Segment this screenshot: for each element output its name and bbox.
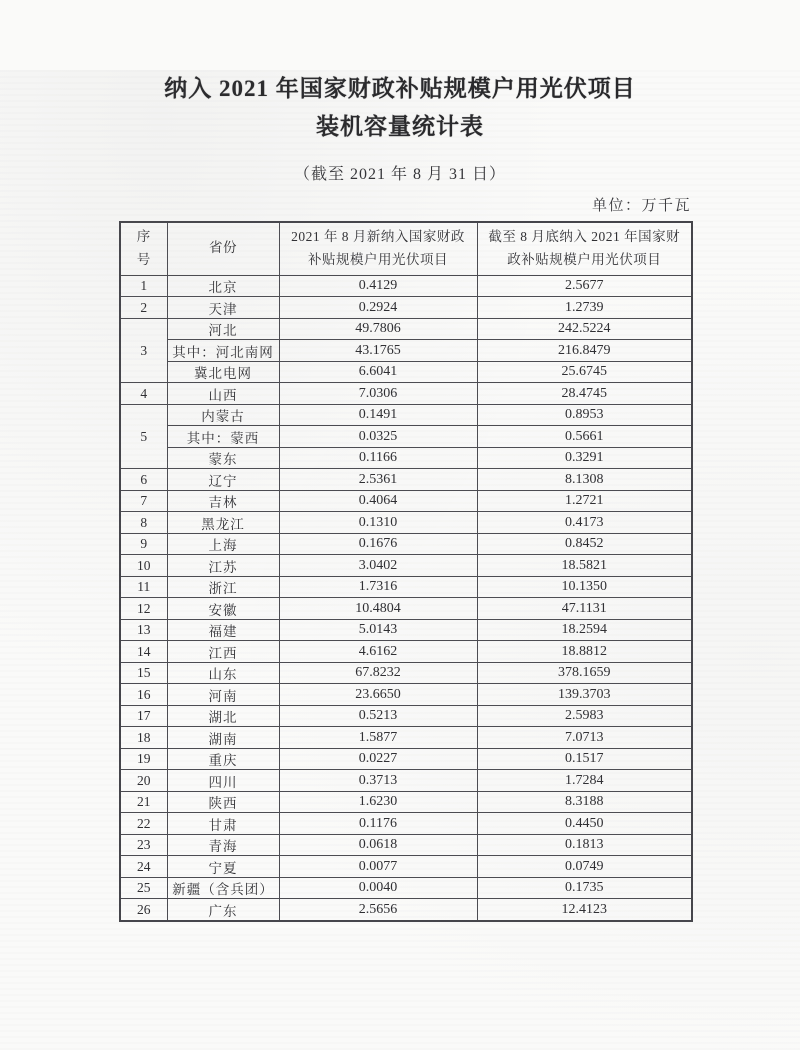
cumulative-value-cell: 0.5661: [477, 426, 692, 448]
table-row: [120, 490, 692, 512]
cumulative-value-cell: 25.6745: [477, 361, 692, 383]
table-row: [120, 555, 692, 577]
cumulative-value-cell: 216.8479: [477, 340, 692, 362]
row-number-cell: 26: [120, 899, 167, 921]
new-aug-value-cell: 1.6230: [279, 791, 477, 813]
province-cell: 冀北电网: [167, 361, 279, 383]
row-number-cell: 10: [120, 555, 167, 577]
province-cell: 江苏: [167, 555, 279, 577]
cumulative-value-cell: 7.0713: [477, 727, 692, 749]
header-cumulative: 截至 8 月底纳入 2021 年国家财政补贴规模户用光伏项目: [477, 222, 692, 275]
table-row: [120, 877, 692, 899]
new-aug-value-cell: 0.5213: [279, 705, 477, 727]
cumulative-value-cell: 18.8812: [477, 641, 692, 663]
table-row: [120, 447, 692, 469]
new-aug-value-cell: 0.0077: [279, 856, 477, 878]
row-number-cell: 24: [120, 856, 167, 878]
new-aug-value-cell: 5.0143: [279, 619, 477, 641]
cumulative-value-cell: 2.5677: [477, 275, 692, 297]
cumulative-value-cell: 0.0749: [477, 856, 692, 878]
header-province: 省份: [167, 222, 279, 275]
cumulative-value-cell: 0.4450: [477, 813, 692, 835]
province-cell: 宁夏: [167, 856, 279, 878]
province-cell: 广东: [167, 899, 279, 921]
province-cell: 内蒙古: [167, 404, 279, 426]
row-number-cell: 16: [120, 684, 167, 706]
row-number-cell: 22: [120, 813, 167, 835]
table-row: [120, 512, 692, 534]
row-number-cell: 7: [120, 490, 167, 512]
cumulative-value-cell: 0.1735: [477, 877, 692, 899]
province-cell: 安徽: [167, 598, 279, 620]
table-row: [120, 856, 692, 878]
new-aug-value-cell: 1.5877: [279, 727, 477, 749]
table-row: [120, 533, 692, 555]
table-row: [120, 340, 692, 362]
new-aug-value-cell: 0.1491: [279, 404, 477, 426]
new-aug-value-cell: 0.1310: [279, 512, 477, 534]
new-aug-value-cell: 0.0040: [279, 877, 477, 899]
new-aug-value-cell: 0.4064: [279, 490, 477, 512]
document-title-line1: 纳入 2021 年国家财政补贴规模户用光伏项目: [164, 76, 636, 101]
row-number-cell: 1: [120, 275, 167, 297]
row-number-cell: 21: [120, 791, 167, 813]
cumulative-value-cell: 8.3188: [477, 791, 692, 813]
row-number-cell: 9: [120, 533, 167, 555]
province-cell: 重庆: [167, 748, 279, 770]
province-cell: 天津: [167, 297, 279, 319]
row-number-cell: 20: [120, 770, 167, 792]
new-aug-value-cell: 3.0402: [279, 555, 477, 577]
new-aug-value-cell: 0.0618: [279, 834, 477, 856]
cumulative-value-cell: 0.3291: [477, 447, 692, 469]
province-cell: 蒙东: [167, 447, 279, 469]
new-aug-value-cell: 0.0325: [279, 426, 477, 448]
province-cell: 黑龙江: [167, 512, 279, 534]
table-row: [120, 383, 692, 405]
cumulative-value-cell: 1.2739: [477, 297, 692, 319]
header-new-aug: 2021 年 8 月新纳入国家财政补贴规模户用光伏项目: [279, 222, 477, 275]
row-number-cell: 2: [120, 297, 167, 319]
scanned-document-page: [0, 70, 800, 922]
new-aug-value-cell: 0.1676: [279, 533, 477, 555]
cumulative-value-cell: 0.1517: [477, 748, 692, 770]
new-aug-value-cell: 4.6162: [279, 641, 477, 663]
document-date-note: （截至 2021 年 8 月 31 日）: [293, 166, 506, 183]
cumulative-value-cell: 18.5821: [477, 555, 692, 577]
province-cell: 其中：河北南网: [167, 340, 279, 362]
new-aug-value-cell: 43.1765: [279, 340, 477, 362]
new-aug-value-cell: 0.1166: [279, 447, 477, 469]
province-cell: 四川: [167, 770, 279, 792]
new-aug-value-cell: 0.3713: [279, 770, 477, 792]
province-cell: 其中：蒙西: [167, 426, 279, 448]
new-aug-value-cell: 0.1176: [279, 813, 477, 835]
table-row: [120, 361, 692, 383]
row-number-cell: 13: [120, 619, 167, 641]
new-aug-value-cell: 23.6650: [279, 684, 477, 706]
province-cell: 甘肃: [167, 813, 279, 835]
table-row: [120, 641, 692, 663]
province-cell: 陕西: [167, 791, 279, 813]
new-aug-value-cell: 6.6041: [279, 361, 477, 383]
province-cell: 山西: [167, 383, 279, 405]
new-aug-value-cell: 0.4129: [279, 275, 477, 297]
pv-capacity-table: [119, 221, 693, 922]
new-aug-value-cell: 49.7806: [279, 318, 477, 340]
province-cell: 辽宁: [167, 469, 279, 491]
new-aug-value-cell: 0.0227: [279, 748, 477, 770]
cumulative-value-cell: 1.7284: [477, 770, 692, 792]
province-cell: 青海: [167, 834, 279, 856]
document-title-line2: 装机容量统计表: [316, 114, 484, 139]
new-aug-value-cell: 2.5656: [279, 899, 477, 921]
new-aug-value-cell: 1.7316: [279, 576, 477, 598]
table-row: [120, 662, 692, 684]
table-header: [120, 222, 692, 275]
table-row: [120, 426, 692, 448]
cumulative-value-cell: 47.1131: [477, 598, 692, 620]
cumulative-value-cell: 18.2594: [477, 619, 692, 641]
table-row: [120, 748, 692, 770]
province-cell: 山东: [167, 662, 279, 684]
row-number-cell: 8: [120, 512, 167, 534]
table-row: [120, 576, 692, 598]
table-row: [120, 705, 692, 727]
row-number-cell: 4: [120, 383, 167, 405]
table-header-row: [120, 222, 692, 275]
header-row-number: 序号: [120, 222, 167, 275]
table-row: [120, 469, 692, 491]
cumulative-value-cell: 10.1350: [477, 576, 692, 598]
row-number-cell: 11: [120, 576, 167, 598]
table-row: [120, 899, 692, 921]
table-row: [120, 834, 692, 856]
table-row: [120, 404, 692, 426]
new-aug-value-cell: 67.8232: [279, 662, 477, 684]
table-row: [120, 791, 692, 813]
new-aug-value-cell: 0.2924: [279, 297, 477, 319]
cumulative-value-cell: 0.8953: [477, 404, 692, 426]
province-cell: 北京: [167, 275, 279, 297]
cumulative-value-cell: 12.4123: [477, 899, 692, 921]
table-row: [120, 684, 692, 706]
province-cell: 江西: [167, 641, 279, 663]
new-aug-value-cell: 7.0306: [279, 383, 477, 405]
province-cell: 福建: [167, 619, 279, 641]
row-number-cell: 14: [120, 641, 167, 663]
new-aug-value-cell: 10.4804: [279, 598, 477, 620]
cumulative-value-cell: 2.5983: [477, 705, 692, 727]
table-row: [120, 598, 692, 620]
new-aug-value-cell: 2.5361: [279, 469, 477, 491]
row-number-cell: 12: [120, 598, 167, 620]
row-number-cell: 3: [120, 318, 167, 383]
province-cell: 新疆（含兵团）: [167, 877, 279, 899]
province-cell: 湖南: [167, 727, 279, 749]
table-row: [120, 813, 692, 835]
table-row: [120, 297, 692, 319]
table-row: [120, 770, 692, 792]
document-title: [0, 70, 800, 146]
row-number-cell: 19: [120, 748, 167, 770]
row-number-cell: 25: [120, 877, 167, 899]
row-number-cell: 18: [120, 727, 167, 749]
province-cell: 河南: [167, 684, 279, 706]
province-cell: 吉林: [167, 490, 279, 512]
province-cell: 上海: [167, 533, 279, 555]
table-body: [120, 275, 692, 921]
cumulative-value-cell: 242.5224: [477, 318, 692, 340]
cumulative-value-cell: 139.3703: [477, 684, 692, 706]
table-row: [120, 727, 692, 749]
cumulative-value-cell: 0.1813: [477, 834, 692, 856]
row-number-cell: 15: [120, 662, 167, 684]
row-number-cell: 5: [120, 404, 167, 469]
table-row: [120, 318, 692, 340]
cumulative-value-cell: 0.4173: [477, 512, 692, 534]
unit-label: 单位：万千瓦: [591, 198, 691, 214]
cumulative-value-cell: 378.1659: [477, 662, 692, 684]
cumulative-value-cell: 0.8452: [477, 533, 692, 555]
table-row: [120, 275, 692, 297]
province-cell: 河北: [167, 318, 279, 340]
cumulative-value-cell: 28.4745: [477, 383, 692, 405]
table-row: [120, 619, 692, 641]
row-number-cell: 6: [120, 469, 167, 491]
row-number-cell: 23: [120, 834, 167, 856]
province-cell: 浙江: [167, 576, 279, 598]
province-cell: 湖北: [167, 705, 279, 727]
row-number-cell: 17: [120, 705, 167, 727]
cumulative-value-cell: 8.1308: [477, 469, 692, 491]
cumulative-value-cell: 1.2721: [477, 490, 692, 512]
